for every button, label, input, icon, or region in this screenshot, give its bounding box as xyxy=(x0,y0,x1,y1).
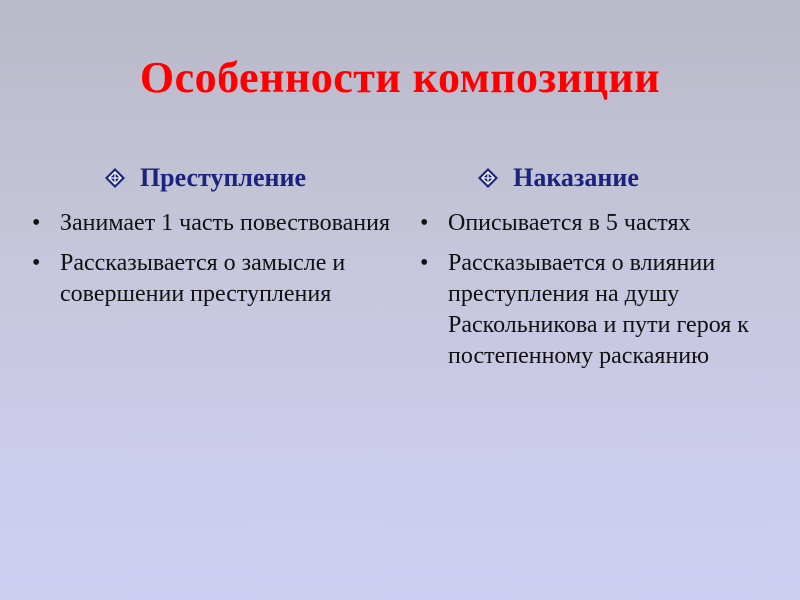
column-punishment xyxy=(418,158,778,381)
bullet-dot: • xyxy=(420,250,429,276)
bullet-dot: • xyxy=(32,210,41,236)
bullet-text: Занимает 1 часть повествования xyxy=(60,210,390,236)
diamond-ornament-icon xyxy=(104,167,126,189)
bullet-dot: • xyxy=(420,210,429,236)
column-header-punishment xyxy=(418,158,778,198)
column-header-label: Преступление xyxy=(139,163,307,192)
column-header-crime xyxy=(30,158,390,198)
slide-title: Особенности композиции xyxy=(139,53,661,102)
bullet-list-crime xyxy=(30,208,390,310)
column-crime xyxy=(30,158,390,319)
bullet-item xyxy=(30,208,390,239)
bullet-dot: • xyxy=(32,250,41,276)
bullet-list-punishment xyxy=(418,208,778,372)
bullet-item xyxy=(30,248,390,310)
bullet-item xyxy=(418,208,778,239)
bullet-text: Рассказывается о замысле и совершении преступления xyxy=(60,250,346,307)
column-header-label: Наказание xyxy=(513,163,639,192)
bullet-text: Описывается в 5 частях xyxy=(448,210,691,236)
bullet-item xyxy=(418,248,778,372)
diamond-ornament-icon xyxy=(477,167,499,189)
bullet-text: Рассказывается о влиянии преступления на душу Раскольникова и пути героя к постепенному раскаянию xyxy=(448,250,749,369)
